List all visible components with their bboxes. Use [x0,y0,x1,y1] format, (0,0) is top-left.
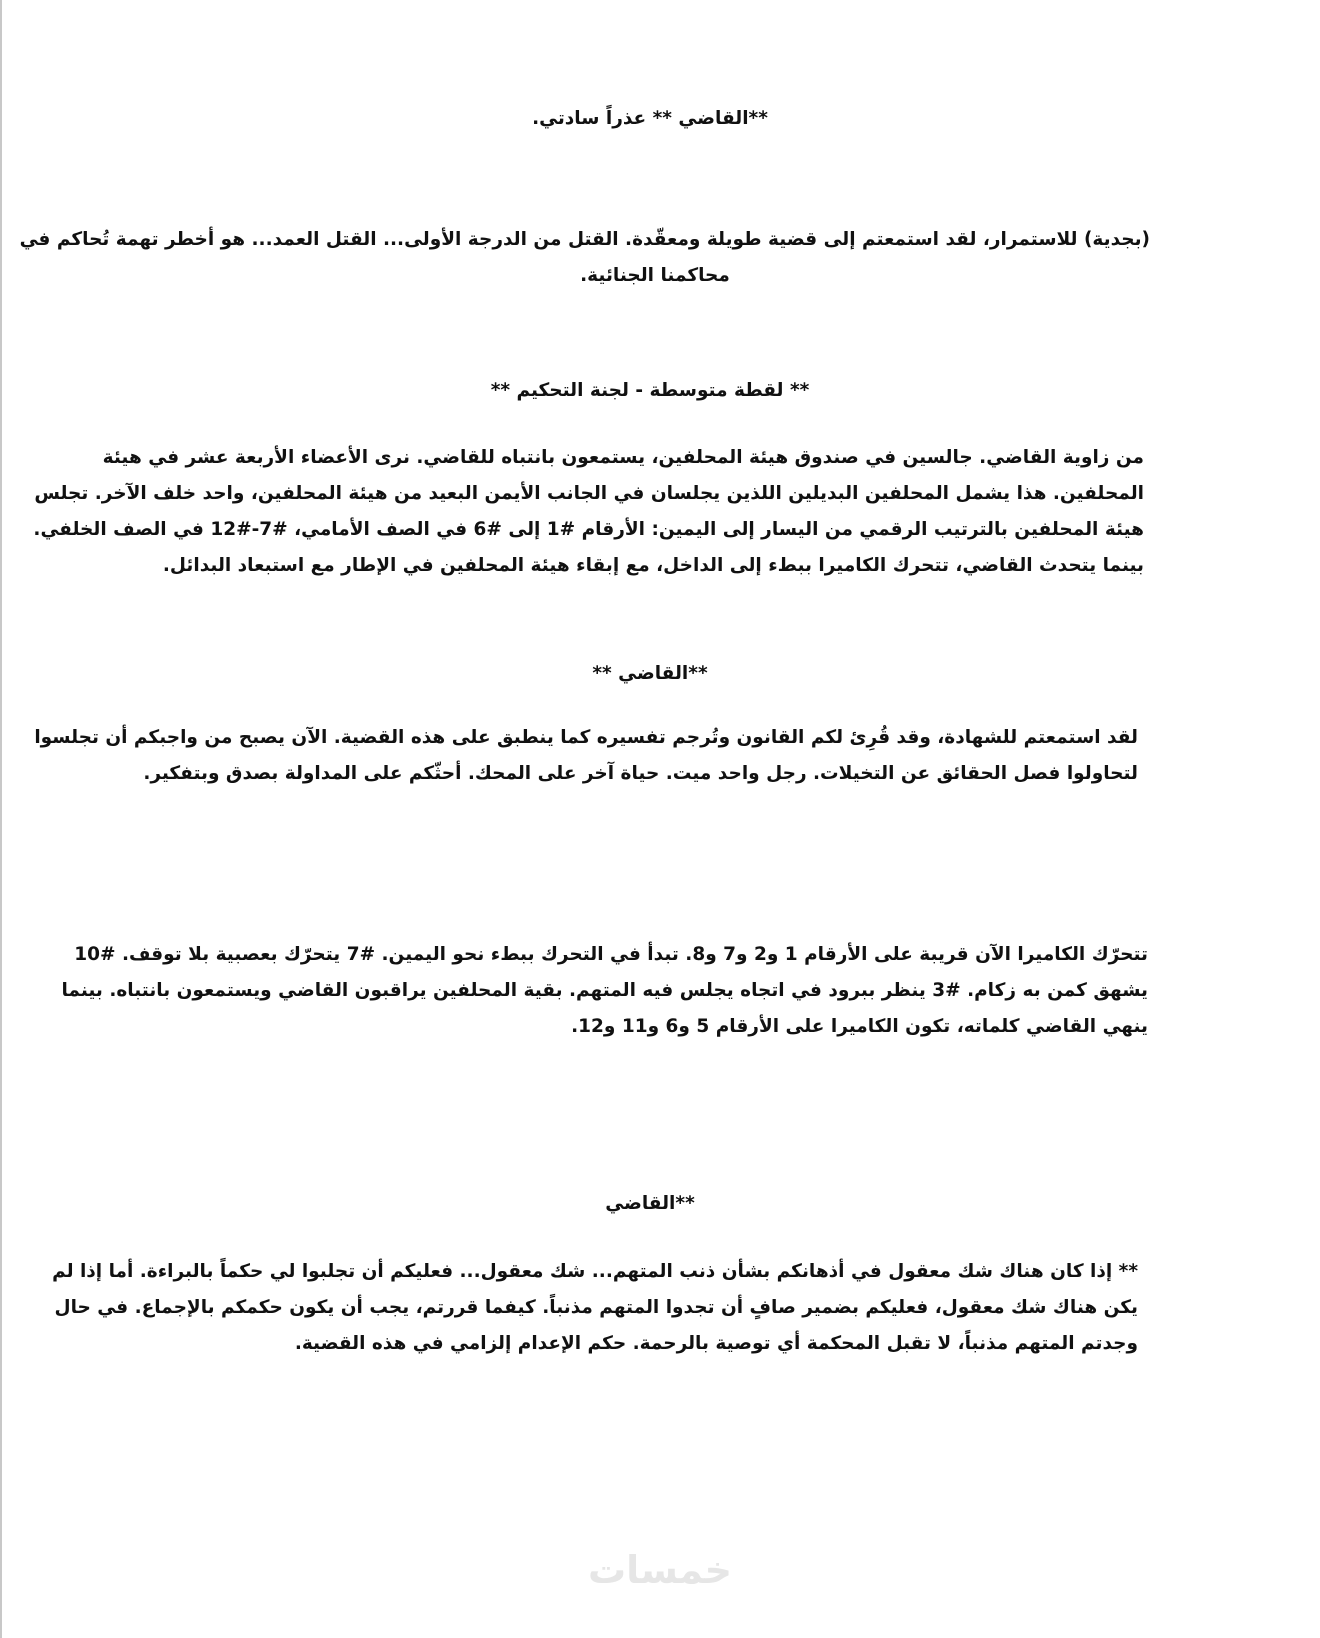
paragraph-line: من زاوية القاضي. جالسين في صندوق هيئة المحلفين، يستمعون بانتباه للقاضي. نرى الأعضاء الأربعة عشر في هيئة [102,447,1144,468]
paragraph-line: ينهي القاضي كلماته، تكون الكاميرا على الأرقام 5 و6 و11 و12. [571,1016,1148,1037]
paragraph-line: ** إذا كان هناك شك معقول في أذهانكم بشأن ذنب المتهم... شك معقول... فعليكم أن تجلبوا لي حكماً بالبراءة. أما إذا لم [52,1261,1138,1282]
paragraph-line: المحلفين. هذا يشمل المحلفين البديلين اللذين يجلسان في الجانب الأيمن البعيد من هيئة المحلفين، واحد خلف الآخر. تجلس [34,483,1144,504]
paragraph-1 [19,222,1150,294]
paragraph-line: وجدتم المتهم مذنباً، لا تقبل المحكمة أي توصية بالرحمة. حكم الإعدام إلزامي في هذه القضية. [294,1333,1138,1354]
heading-judge-2: **القاضي ** [592,663,708,684]
paragraph-line: بينما يتحدث القاضي، تتحرك الكاميرا ببطء إلى الداخل، مع إبقاء هيئة المحلفين في الإطار مع استبعاد البدائل. [162,555,1144,576]
heading-judge-1: **القاضي ** عذراً سادتي. [532,108,768,129]
page-edge [0,0,2,1638]
paragraph-line: تتحرّك الكاميرا الآن قريبة على الأرقام 1 و2 و7 و8. تبدأ في التحرك ببطء نحو اليمين. #7 يتحرّك بعصبية بلا توقف. #10 [74,944,1148,965]
heading-judge-3: **القاضي [605,1193,695,1214]
paragraph-5 [52,1254,1138,1362]
paragraph-line: لقد استمعتم للشهادة، وقد قُرِئ لكم القانون وتُرجم تفسيره كما ينطبق على هذه القضية. الآن يصبح من واجبكم أن تجلسوا [34,727,1138,748]
paragraph-line: لتحاولوا فصل الحقائق عن التخيلات. رجل واحد ميت. حياة آخر على المحك. أحثّكم على المداولة بصدق وبتفكير. [143,763,1138,784]
paragraph-3 [34,720,1138,792]
paragraph-line: يكن هناك شك معقول، فعليكم بضمير صافٍ أن تجدوا المتهم مذنباً. كيفما قررتم، يجب أن يكون حكمكم بالإجماع. في حال [54,1297,1138,1318]
watermark-logo: خمسات [588,1548,732,1592]
paragraph-4 [61,937,1148,1045]
paragraph-line: محاكمنا الجنائية. [580,265,730,286]
paragraph-line: هيئة المحلفين بالترتيب الرقمي من اليسار إلى اليمين: الأرقام #1 إلى #6 في الصف الأمامي، #7-#12 في الصف الخلفي. [33,519,1144,540]
paragraph-2 [33,440,1144,584]
paragraph-line: (بجدية) للاستمرار، لقد استمعتم إلى قضية طويلة ومعقّدة. القتل من الدرجة الأولى... القتل العمد... هو أخطر تهمة تُحاكم في [19,229,1150,250]
paragraph-line: يشهق كمن به زكام. #3 ينظر ببرود في اتجاه يجلس فيه المتهم. بقية المحلفين يراقبون القاضي ويستمعون بانتباه. بينما [61,980,1148,1001]
heading-medium-shot: ** لقطة متوسطة - لجنة التحكيم ** [490,380,810,401]
